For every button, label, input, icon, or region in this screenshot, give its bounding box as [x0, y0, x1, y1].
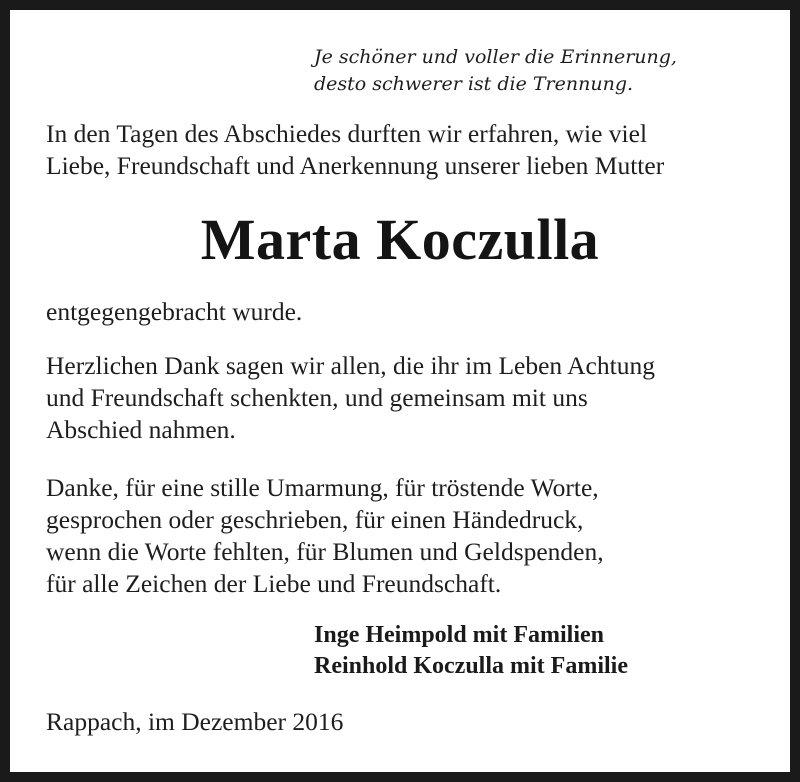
thanks-paragraph [46, 350, 766, 446]
place-date [46, 706, 766, 738]
gratitude-line-2: gesprochen oder geschrieben, für einen Händedruck, [46, 505, 584, 534]
gratitude-paragraph [46, 472, 766, 600]
motto-line-1: Je schöner und voller die Erinnerung, [314, 46, 677, 68]
gratitude-line-4: für alle Zeichen der Liebe und Freundschaft. [46, 569, 502, 598]
signer-1: Inge Heimpold mit Familien [314, 622, 604, 648]
intro-line-2: Liebe, Freundschaft und Anerkennung unserer lieben Mutter [46, 151, 665, 180]
motto-quote [314, 44, 754, 98]
gratitude-line-1: Danke, für eine stille Umarmung, für tröstende Worte, [46, 473, 599, 502]
intro-paragraph [46, 118, 766, 182]
gratitude-line-3: wenn die Worte fehlten, für Blumen und Geldspenden, [46, 537, 604, 566]
after-name-line: entgegengebracht wurde. [46, 297, 303, 326]
signers-block [314, 620, 774, 682]
intro-line-1: In den Tagen des Abschiedes durften wir erfahren, wie viel [46, 119, 648, 148]
motto-line-2: desto schwerer ist die Trennung. [314, 73, 634, 95]
after-name-paragraph [46, 296, 766, 328]
deceased-name: Marta Koczulla [200, 207, 600, 272]
place-date-line: Rappach, im Dezember 2016 [46, 707, 344, 736]
thanks-line-1: Herzlichen Dank sagen wir allen, die ihr im Leben Achtung [46, 351, 655, 380]
signer-2: Reinhold Koczulla mit Familie [314, 653, 628, 679]
thanks-line-2: und Freundschaft schenkten, und gemeinsam mit uns [46, 383, 588, 412]
thanks-line-3: Abschied nahmen. [46, 415, 236, 444]
